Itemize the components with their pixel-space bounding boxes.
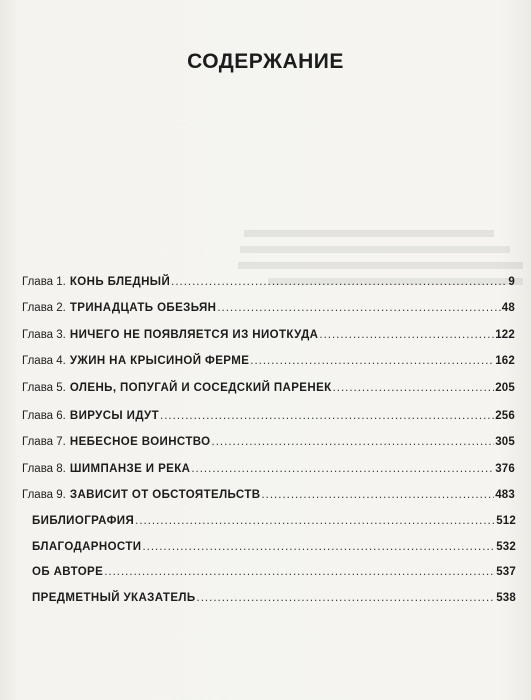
page-number: 9 xyxy=(508,276,515,288)
toc-entry-chapter-3[interactable] xyxy=(22,329,515,341)
chapter-title: КОНЬ БЛЕДНЫЙ xyxy=(69,276,171,288)
toc-entry-chapter-5[interactable] xyxy=(22,382,515,394)
page-title: СОДЕРЖАНИЕ xyxy=(187,50,344,73)
page-number: 532 xyxy=(496,541,516,553)
dot-leader xyxy=(333,382,495,394)
dot-leader xyxy=(250,355,494,367)
chapter-label: Глава 7. xyxy=(22,436,66,448)
page-number: 483 xyxy=(495,489,515,501)
chapter-label: Глава 9. xyxy=(22,489,66,501)
toc-entry-chapter-8[interactable] xyxy=(22,463,515,475)
chapter-label: Глава 8. xyxy=(22,463,66,475)
toc-entry-bibliography[interactable] xyxy=(32,515,516,527)
chapter-label: Глава 1. xyxy=(22,276,66,288)
section-title: ПРЕДМЕТНЫЙ УКАЗАТЕЛЬ xyxy=(32,592,196,604)
page-number: 122 xyxy=(495,329,515,341)
toc-entry-chapter-4[interactable] xyxy=(22,355,515,367)
toc-entry-about-author[interactable] xyxy=(32,566,516,578)
dot-leader xyxy=(212,436,495,448)
toc-entry-chapter-1[interactable] xyxy=(22,276,515,288)
chapter-title: ШИМПАНЗЕ И РЕКА xyxy=(69,463,191,475)
page-number: 205 xyxy=(495,382,515,394)
dot-leader xyxy=(142,541,495,553)
page-number: 48 xyxy=(501,302,515,314)
chapter-title: ЗАВИСИТ ОТ ОБСТОЯТЕЛЬСТВ xyxy=(69,489,261,501)
dot-leader xyxy=(261,489,494,501)
chapter-label: Глава 6. xyxy=(22,410,66,422)
page-number: 256 xyxy=(495,410,515,422)
chapter-label: Глава 4. xyxy=(22,355,66,367)
dot-leader xyxy=(171,276,507,288)
page-number: 305 xyxy=(495,436,515,448)
dot-leader xyxy=(191,463,494,475)
chapter-title: УЖИН НА КРЫСИНОЙ ФЕРМЕ xyxy=(69,355,250,367)
dot-leader xyxy=(160,410,494,422)
dot-leader xyxy=(197,592,496,604)
toc-entry-chapter-6[interactable] xyxy=(22,410,515,422)
section-title: БЛАГОДАРНОСТИ xyxy=(32,541,142,553)
chapter-title: НЕБЕСНОЕ ВОИНСТВО xyxy=(69,436,211,448)
toc-entry-subject-index[interactable] xyxy=(32,592,516,604)
chapter-label: Глава 5. xyxy=(22,382,66,394)
page-number: 512 xyxy=(496,515,516,527)
chapter-label: Глава 2. xyxy=(22,302,66,314)
toc-entry-chapter-2[interactable] xyxy=(22,302,515,314)
dot-leader xyxy=(217,302,500,314)
page-number: 537 xyxy=(496,566,516,578)
section-title: ОБ АВТОРЕ xyxy=(32,566,104,578)
toc-entry-chapter-9[interactable] xyxy=(22,489,515,501)
chapter-label: Глава 3. xyxy=(22,329,66,341)
chapter-title: ТРИНАДЦАТЬ ОБЕЗЬЯН xyxy=(69,302,217,314)
section-title: БИБЛИОГРАФИЯ xyxy=(32,515,135,527)
chapter-title: ВИРУСЫ ИДУТ xyxy=(69,410,160,422)
dot-leader xyxy=(319,329,494,341)
page-number: 376 xyxy=(495,463,515,475)
dot-leader xyxy=(135,515,495,527)
toc-entry-chapter-7[interactable] xyxy=(22,436,515,448)
chapter-title: НИЧЕГО НЕ ПОЯВЛЯЕТСЯ ИЗ НИОТКУДА xyxy=(69,329,319,341)
toc-entry-acknowledgements[interactable] xyxy=(32,541,516,553)
chapter-title: ОЛЕНЬ, ПОПУГАЙ И СОСЕДСКИЙ ПАРЕНЕК xyxy=(69,382,332,394)
dot-leader xyxy=(104,566,495,578)
page-number: 538 xyxy=(496,592,516,604)
page-number: 162 xyxy=(495,355,515,367)
